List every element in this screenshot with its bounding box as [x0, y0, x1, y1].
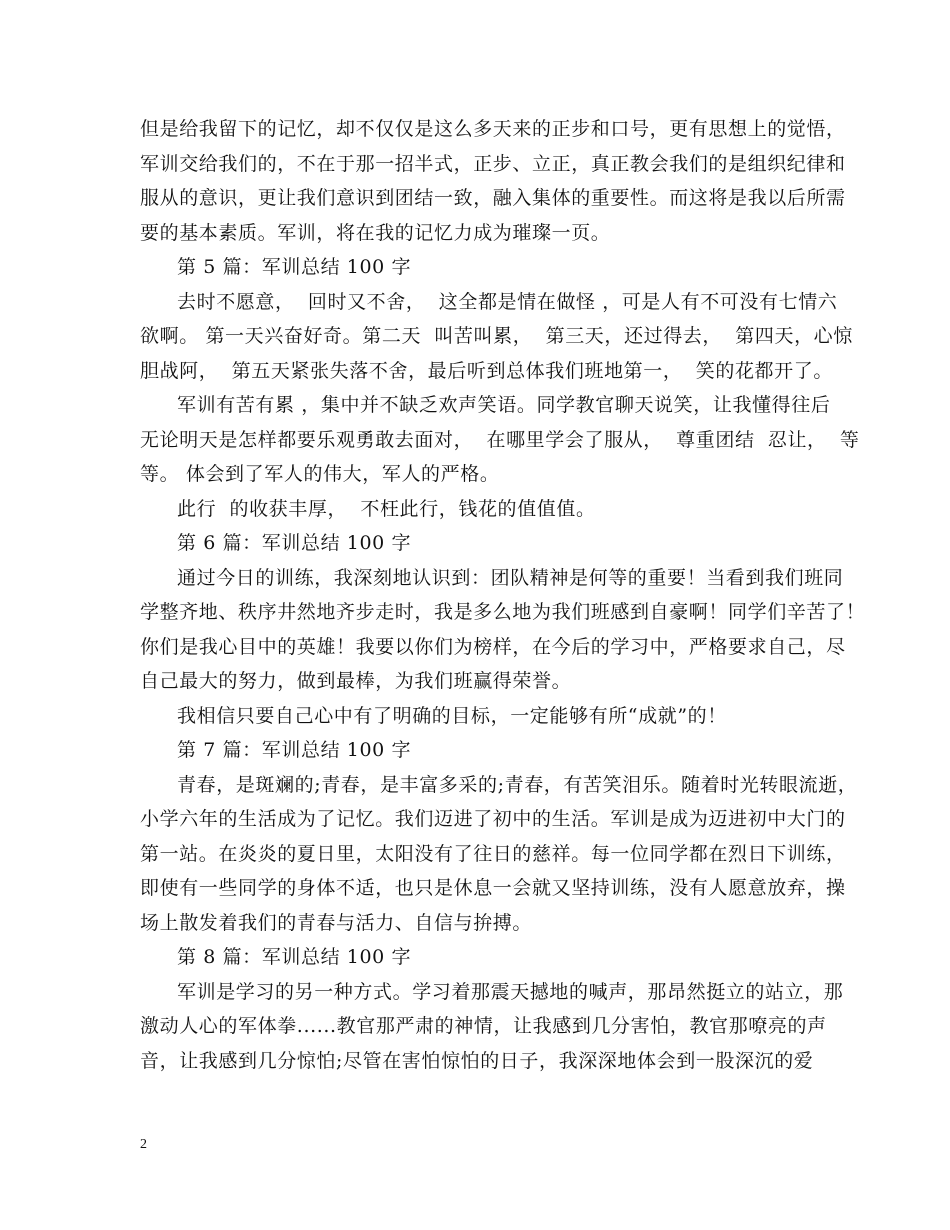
text-line: 欲啊。 第一天兴奋好奇。第二天 叫苦叫累， 第三天，还过得去， 第四天，心惊	[140, 325, 853, 347]
document-body	[140, 112, 866, 1078]
text-line: 军训是学习的另一种方式。学习着那震天撼地的喊声，那昂然挺立的站立，那	[177, 980, 844, 1003]
text-line: 第一站。在炎炎的夏日里，太阳没有了往日的慈祥。每一位同学都在烈日下训练，	[140, 842, 846, 865]
text-line: 胆战阿， 第五天紧张失落不舍，最后听到总体我们班地第一， 笑的花都开了。	[140, 359, 833, 382]
text-line: 学整齐地、秩序井然地齐步走时，我是多么地为我们班感到自豪啊！同学们辛苦了！	[140, 601, 866, 623]
text-line: 但是给我留下的记忆，却不仅仅是这么多天来的正步和口号，更有思想上的觉悟，	[140, 118, 846, 140]
text-line: 小学六年的生活成为了记忆。我们迈进了初中的生活。军训是成为迈进初中大门的	[140, 808, 846, 830]
section-heading: 第 6 篇：军训总结 100 字	[177, 532, 412, 554]
text-line: 要的基本素质。军训，将在我的记忆力成为璀璨一页。	[140, 221, 611, 244]
text-line: 我相信只要自己心中有了明确的目标，一定能够有所“成就”的！	[177, 704, 727, 727]
section-heading: 第 7 篇：军训总结 100 字	[177, 739, 412, 761]
text-line: 你们是我心目中的英雄！我要以你们为榜样，在今后的学习中，严格要求自己，尽	[140, 635, 846, 658]
text-line: 等。 体会到了军人的伟大，军人的严格。	[140, 463, 500, 485]
text-line: 军训交给我们的，不在于那一招半式，正步、立正，真正教会我们的是组织纪律和	[140, 152, 846, 175]
page-number: 2	[140, 1137, 147, 1152]
text-line: 即使有一些同学的身体不适，也只是休息一会就又坚持训练，没有人愿意放弃，操	[140, 877, 846, 899]
text-line: 青春，是斑斓的;青春，是丰富多采的;青春，有苦笑泪乐。随着时光转眼流逝，	[177, 773, 858, 796]
text-line: 音，让我感到几分惊怕;尽管在害怕惊怕的日子，我深深地体会到一股深沉的爱	[140, 1049, 814, 1072]
text-line: 通过今日的训练，我深刻地认识到：团队精神是何等的重要！当看到我们班同	[177, 566, 844, 589]
text-line: 去时不愿意， 回时又不舍， 这全都是情在做怪 ，可是人有不可没有七情六	[177, 290, 838, 313]
text-line: 服从的意识，更让我们意识到团结一致，融入集体的重要性。而这将是我以后所需	[140, 187, 846, 209]
section-heading: 第 8 篇：军训总结 100 字	[177, 946, 412, 968]
text-line: 激动人心的军体拳......教官那严肃的神情，让我感到几分害怕，教官那嘹亮的声	[140, 1015, 827, 1037]
text-line: 此行 的收获丰厚， 不枉此行，钱花的值值值。	[177, 497, 596, 520]
text-line: 军训有苦有累 ，集中并不缺乏欢声笑语。同学教官聊天说笑，让我懂得往后	[177, 394, 831, 416]
text-line: 场上散发着我们的青春与活力、自信与拚搏。	[140, 911, 533, 934]
text-line: 自己最大的努力，做到最棒，为我们班赢得荣誉。	[140, 670, 572, 692]
section-heading: 第 5 篇：军训总结 100 字	[177, 256, 412, 278]
text-line: 无论明天是怎样都要乐观勇敢去面对， 在哪里学会了服从， 尊重团结 忍让， 等	[140, 428, 860, 451]
